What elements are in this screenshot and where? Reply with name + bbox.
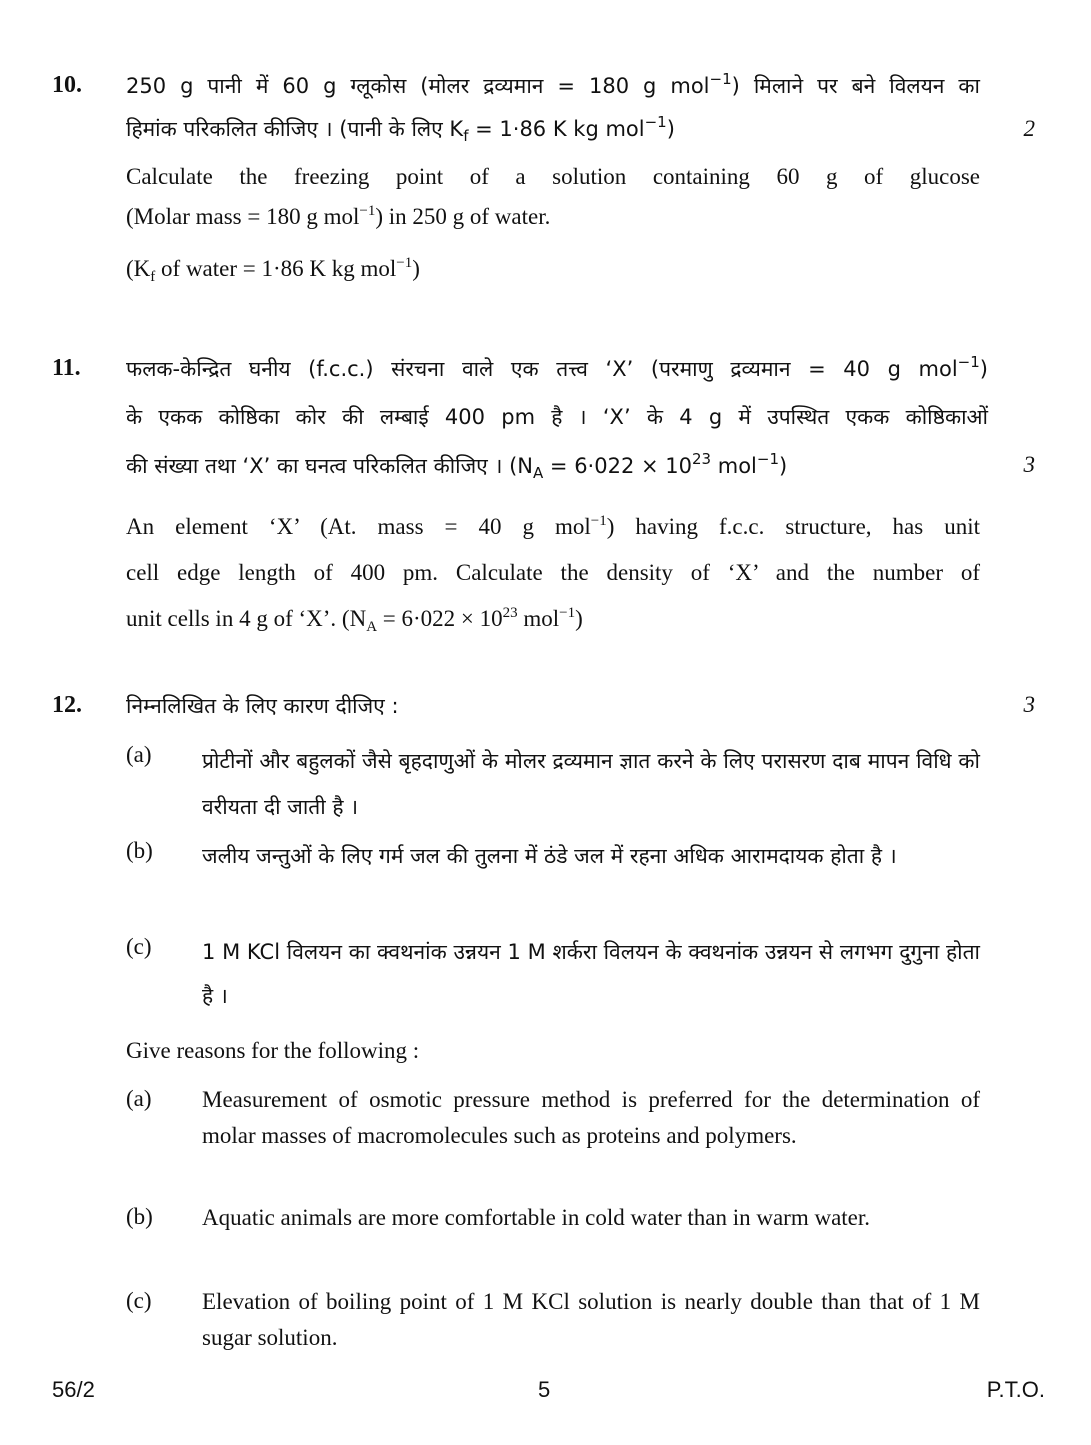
q10-english-line-3: ($K_f$ of water = 1·86 K kg mol$^{-1}$) <box>126 255 420 285</box>
q10-hindi-line-2: हिमांक परिकलित कीजिए । (पानी के लिए $K_f = 1\cdot 86$ K kg mol$^{-1}$) <box>126 113 675 145</box>
q12-hindi-item-text: 1 M KCl विलयन का क्वथनांक उन्नयन 1 M शर्करा विलयन के क्वथनांक उन्नयन से लगभग दुगुना होता है । <box>202 940 980 1008</box>
question-number: 11. <box>52 355 81 381</box>
q12-hindi-item-text: जलीय जन्तुओं के लिए गर्म जल की तुलना में ठंडे जल में रहना अधिक आरामदायक होता है । <box>202 844 897 868</box>
q11-hindi-line-2: के एकक कोष्ठिका कोर की लम्बाई 400 pm है । ‘X’ के 4 g में उपस्थित एकक कोष्ठिकाओं <box>126 405 988 429</box>
q12-hindi-item-label: (c) <box>126 934 152 959</box>
q12-hindi-item-text: प्रोटीनों और बहुलकों जैसे बृहदाणुओं के मोलर द्रव्यमान ज्ञात करने के लिए परासरण दाब मापन विधि को वरीयता दी जाती है । <box>202 749 980 819</box>
question-marks: 3 <box>1023 452 1035 477</box>
q12-hindi-intro: निम्नलिखित के लिए कारण दीजिए : <box>126 694 399 718</box>
q10-english-line-2: (Molar mass = 180 g mol$^{-1}$) in 250 g of water. <box>126 203 551 229</box>
q12-english-item-text: Aquatic animals are more comfortable in cold water than in warm water. <box>202 1205 871 1230</box>
q11-english-line-1: An element ‘X’ (At. mass = 40 g mol$^{-1}$) having f.c.c. structure, has unit <box>126 513 980 539</box>
question-number: 10. <box>52 72 82 98</box>
q12-english-item-label: (c) <box>126 1288 152 1313</box>
q12-english-intro: Give reasons for the following : <box>126 1038 420 1063</box>
q12-hindi-item-label: (b) <box>126 838 153 863</box>
q11-english-line-3: unit cells in 4 g of ‘X’. ($N_A = 6\cdot 022 \times 10^{23}$ mol$^{-1}$) <box>126 605 583 635</box>
paper-code: 56/2 <box>52 1377 95 1402</box>
q12-hindi-item-label: (a) <box>126 742 152 767</box>
please-turn-over: P.T.O. <box>986 1377 1045 1402</box>
q12-english-item-label: (b) <box>126 1204 153 1229</box>
question-number: 12. <box>52 692 82 718</box>
page-number: 5 <box>538 1377 551 1402</box>
q10-hindi-line-1: 250 g पानी में 60 g ग्लूकोस (मोलर द्रव्यमान = 180 g mol$^{-1}$) मिलाने पर बने विलयन का <box>126 70 980 98</box>
q12-english-item-text: Elevation of boiling point of 1 M KCl solution is nearly double than that of 1 M sugar solution. <box>202 1289 980 1350</box>
question-marks: 2 <box>1023 116 1035 141</box>
question-marks: 3 <box>1023 692 1035 717</box>
q10-english-line-1: Calculate the freezing point of a solution containing 60 g of glucose <box>126 164 980 189</box>
q11-hindi-line-3: की संख्या तथा ‘X’ का घनत्व परिकलित कीजिए । ($N_A = 6\cdot 022 \times 10^{23}$ mol$^{-1}$) <box>126 450 788 482</box>
q12-english-item-text: Measurement of osmotic pressure method is preferred for the determination of molar masses of macromolecules such as proteins and polymers. <box>202 1087 980 1148</box>
q12-english-item-label: (a) <box>126 1086 152 1111</box>
q11-hindi-line-1: फलक-केन्द्रित घनीय (f.c.c.) संरचना वाले एक तत्त्व ‘X’ (परमाणु द्रव्यमान = 40 g mol$^{-1}$) <box>126 353 988 381</box>
q11-english-line-2: cell edge length of 400 pm. Calculate the density of ‘X’ and the number of <box>126 560 980 585</box>
